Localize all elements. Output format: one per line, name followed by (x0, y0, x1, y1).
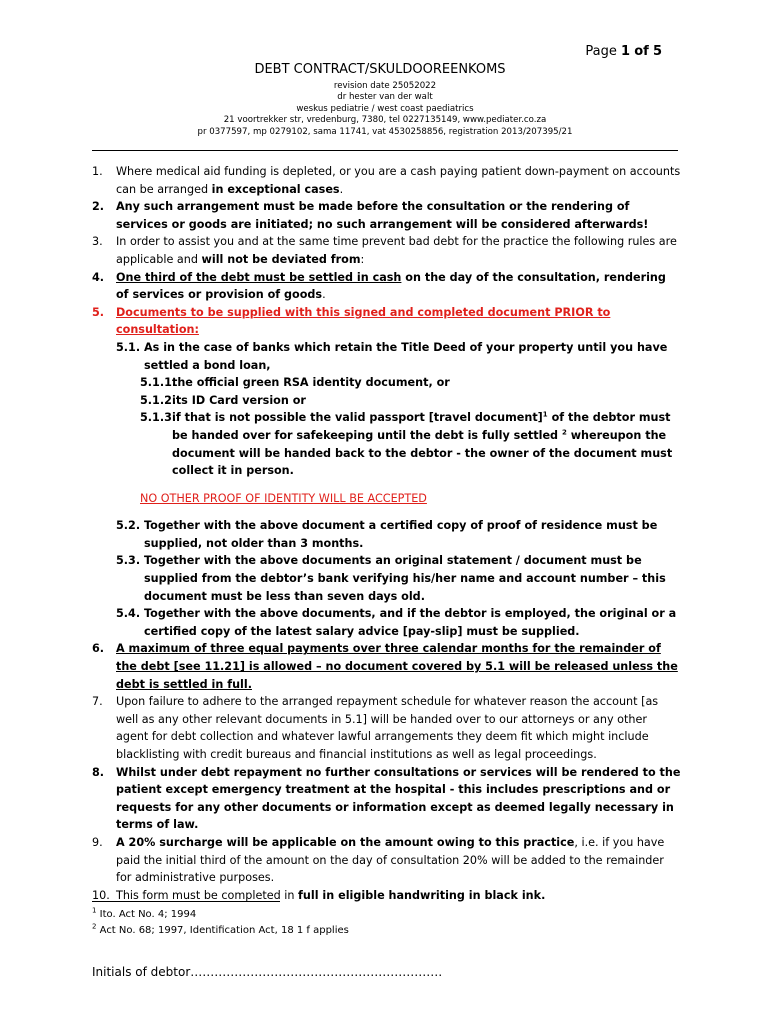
term-number: 1. (92, 165, 103, 178)
page-of: of (634, 44, 649, 59)
footnote-ref-1: 1 (542, 410, 548, 419)
practice-address: 21 voortrekker str, vredenburg, 7380, tel 0227135149, www.pediater.co.za (223, 115, 547, 126)
term-bold: will not be deviated from (201, 252, 361, 266)
term-9 (92, 834, 682, 887)
term-text: Together with the above documents an original statement / document must be supplied from the debtor’s bank verifying his/her name and account number – this document must be less than seven days old. (144, 554, 666, 603)
revision-date: revision date 25052022 (333, 81, 437, 91)
term-5-3 (92, 552, 682, 605)
term-text: its ID Card version or (172, 393, 306, 407)
term-5-1 (92, 339, 682, 374)
term-text: Where medical aid funding is depleted, or you are a cash paying patient down-payment on accounts can be arranged (116, 165, 681, 196)
term-number: 5.3. (116, 554, 141, 568)
term-number: 5.1.3. (140, 411, 177, 425)
term-text: the official green RSA identity document, or (172, 376, 450, 390)
term-text: A maximum of three equal payments over three calendar months for the remainder of the debt [see 11.21] is allowed – no document covered by 5.1 will be released unless the debt is settled in full. (116, 642, 678, 691)
term-number: 2. (92, 200, 105, 214)
term-5-1-3 (92, 409, 682, 479)
term-text: Any such arrangement must be made before the consultation or the rendering of services or goods are initiated; no such arrangement will be considered afterwards! (116, 200, 649, 231)
term-text: Upon failure to adhere to the arranged repayment schedule for whatever reason the account [as well as any other relevant documents in 5.1] will be handed over to our attorneys or any other agent for debt collection and whatever lawful arrangements they deem fit which might include blacklisting with credit bureaus and financial institutions as well as legal proceedings. (116, 695, 659, 761)
term-number: 5.1.2. (140, 393, 177, 407)
footnote-mark: 2 (92, 922, 97, 931)
term-text: whereupon the document will be handed back to the debtor - the owner of the document must collect it in person. (172, 428, 673, 478)
term-number: 7. (92, 695, 103, 709)
term-5 (92, 304, 682, 339)
term-text: if that is not possible the valid passport [travel document] (172, 411, 543, 425)
footnote-mark: 1 (92, 906, 97, 915)
term-end: : (360, 252, 365, 266)
term-number: 5. (92, 305, 105, 319)
term-underline: One third of the debt must be settled in cash (116, 270, 402, 284)
term-5-2 (92, 517, 682, 552)
page-label: Page (585, 44, 617, 59)
contract-terms (92, 163, 682, 904)
term-bold: full in eligible handwriting in black ink. (298, 888, 546, 902)
term-text: , i.e. if you have paid the initial third of the amount on the day of consultation 20% will be added to the remainder for administrative purposes. (116, 835, 665, 885)
term-number: 9. (92, 835, 103, 849)
term-3 (92, 233, 682, 268)
term-number: 4. (92, 270, 105, 284)
term-text: Together with the above document a certified copy of proof of residence must be supplied, not older than 3 months. (144, 519, 658, 550)
identity-warning: NO OTHER PROOF OF IDENTITY WILL BE ACCEPTED (140, 491, 427, 505)
debtor-initials-line[interactable]: Initials of debtor……………………………………………………… (92, 965, 443, 979)
term-end: . (339, 182, 344, 196)
term-5-4 (92, 605, 682, 640)
term-number: 5.1.1. (140, 376, 177, 390)
term-number: 5.4. (116, 607, 141, 621)
term-1 (92, 163, 682, 198)
term-number: 6. (92, 642, 105, 656)
footnote-ref-2: 2 (561, 428, 567, 437)
footnote-divider (92, 901, 280, 902)
page-total: 5 (652, 44, 662, 59)
term-8 (92, 764, 682, 834)
term-number: 3. (92, 235, 103, 249)
practice-registration: pr 0377597, mp 0279102, sama 11741, vat 4530258856, registration 2013/207395/21 (197, 126, 573, 137)
doctor-name: dr hester van der walt (337, 92, 433, 103)
term-text: on the day of the consultation, rendering of services or provision of goods (116, 270, 666, 302)
term-text: of the debtor must be handed over for safekeeping until the debt is fully settled (172, 411, 671, 442)
term-5-1-2 (92, 392, 682, 410)
term-5-1-1 (92, 374, 682, 392)
footnotes (92, 907, 349, 939)
term-bold: A 20% surcharge will be applicable on the amount owing to this practice (116, 835, 575, 849)
term-text: This form must be completed in (116, 888, 299, 902)
practice-name: weskus pediatrie / west coast paediatrics (296, 103, 474, 114)
term-text: Together with the above documents, and if the debtor is employed, the original or a certified copy of the latest salary advice [pay-slip] must be supplied. (144, 607, 677, 638)
term-2 (92, 198, 682, 233)
term-number: 10. (92, 888, 110, 902)
header-details (0, 81, 770, 138)
document-title: DEBT CONTRACT/SKULDOOREENKOMS (254, 62, 506, 77)
term-text: As in the case of banks which retain the Title Deed of your property until you have settled a bond loan, (144, 340, 668, 372)
term-text: In order to assist you and at the same time prevent bad debt for the practice the following rules are applicable and (116, 235, 677, 266)
header-divider (92, 150, 678, 151)
page-current: 1 (621, 44, 631, 59)
footnote-text: Act No. 68; 1997, Identification Act, 18 1 f applies (96, 925, 349, 936)
term-4 (92, 269, 682, 304)
term-number: 5.2. (116, 519, 141, 533)
term-end: . (322, 288, 326, 302)
footnote-text: Ito. Act No. 4; 1994 (96, 909, 197, 920)
page-number (585, 44, 662, 59)
document-header (0, 62, 770, 138)
term-text: Whilst under debt repayment no further consultations or services will be rendered to the patient except emergency treatment at the hospital - this includes prescriptions and or requests for any other documents or information except as deemed legally necessary in terms of law. (116, 765, 681, 832)
term-7 (92, 693, 682, 763)
term-number: 8. (92, 765, 105, 779)
term-bold: in exceptional cases (211, 182, 340, 196)
term-number: 5.1. (116, 340, 141, 354)
term-6 (92, 640, 682, 693)
footnote-2 (92, 923, 349, 939)
term-text: Documents to be supplied with this signed and completed document PRIOR to consultation: (116, 305, 611, 337)
footnote-1 (92, 907, 349, 923)
